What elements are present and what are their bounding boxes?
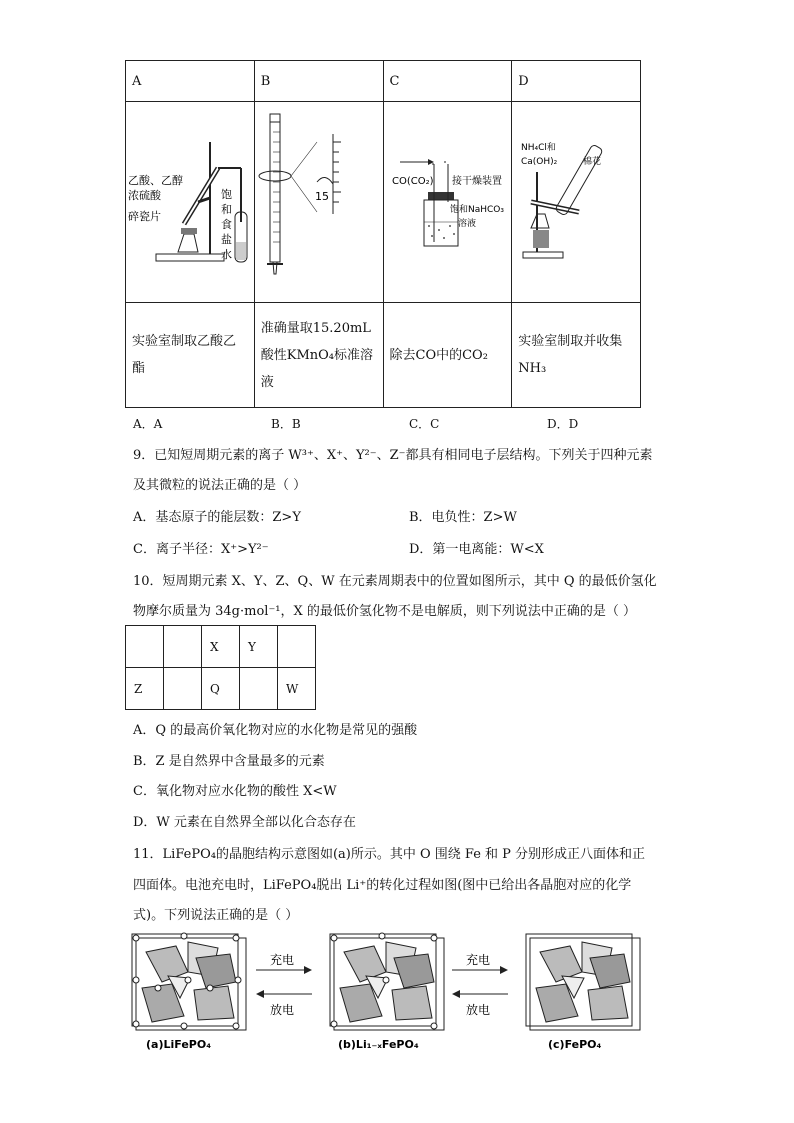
charge-label-1: 充电 <box>270 953 295 967</box>
q8-option-b: B．B <box>271 417 301 431</box>
grid-cell-z: Z <box>126 668 164 710</box>
q9-option-b: B．电负性：Z>W <box>409 510 517 525</box>
charge-label-2: 充电 <box>466 953 491 967</box>
q10-stem-line1: 10．短周期元素 X、Y、Z、Q、W 在元素周期表中的位置如图所示，其中 Q 的最低价氢化 <box>133 574 657 589</box>
grid-cell-w: W <box>278 668 316 710</box>
crystal-cell-b <box>330 933 444 1030</box>
q9-option-c: C．离子半径：X⁺>Y²⁻ <box>133 542 269 557</box>
ammonia-apparatus-diagram <box>513 102 640 298</box>
header-d: D <box>512 61 641 102</box>
periodic-table-fragment <box>125 625 316 710</box>
q9-option-a: A．基态原子的能层数：Z>Y <box>133 510 301 525</box>
burette-diagram <box>255 102 382 298</box>
grid-cell-q: Q <box>202 668 240 710</box>
label-d-reagent1: NH₄Cl和 <box>520 143 556 153</box>
apparatus-d-cell <box>512 102 641 303</box>
grid-cell <box>278 626 316 668</box>
q8-option-c: C．C <box>409 417 440 431</box>
discharge-label-2: 放电 <box>466 1003 491 1017</box>
q10-stem-line2: 物摩尔质量为 34g·mol⁻¹，X 的最低价氢化物不是电解质，则下列说法中正确的是（ ） <box>133 604 637 619</box>
label-a-sat2: 和 <box>221 203 233 216</box>
crystal-cell-c <box>526 934 640 1030</box>
q9-option-d: D．第一电离能：W<X <box>409 542 544 557</box>
discharge-arrow <box>256 990 508 998</box>
q11-stem-line2: 四面体。电池充电时，LiFePO₄脱出 Li⁺的转化过程如图(图中已给出各晶胞对应的化学 <box>133 878 632 893</box>
caption-d: 实验室制取并收集NH₃ <box>512 303 641 408</box>
crystal-cell-a <box>132 933 246 1030</box>
esterification-apparatus-diagram <box>126 102 253 298</box>
label-c-sat: 饱和NaHCO₃ <box>449 205 504 215</box>
label-a-chips: 碎瓷片 <box>128 210 162 223</box>
header-a: A <box>126 61 255 102</box>
q10-option-b: B．Z 是自然界中含量最多的元素 <box>133 754 325 769</box>
q9-stem-line2: 及其微粒的说法正确的是（ ） <box>133 478 307 493</box>
cell-caption-b: (b)Li₁₋ₓFePO₄ <box>338 1038 419 1051</box>
q10-option-c: C．氧化物对应水化物的酸性 X<W <box>133 784 337 799</box>
q8-option-d: D．D <box>547 417 579 431</box>
caption-b: 准确量取15.20mL酸性KMnO₄标准溶液 <box>254 303 383 408</box>
label-d-cotton: 棉花 <box>582 157 601 167</box>
label-a-sat1: 饱 <box>221 188 233 201</box>
q10-option-a: A．Q 的最高价氧化物对应的水化物是常见的强酸 <box>133 723 418 738</box>
q11-stem-line3: 式)。下列说法正确的是（ ） <box>133 908 299 923</box>
grid-cell <box>164 626 202 668</box>
caption-c: 除去CO中的CO₂ <box>383 303 512 408</box>
label-a-sat5: 水 <box>221 248 233 261</box>
apparatus-a-cell <box>126 102 255 303</box>
header-c: C <box>383 61 512 102</box>
label-c-sol: 溶液 <box>457 219 476 229</box>
discharge-label-1: 放电 <box>270 1003 295 1017</box>
grid-cell-y: Y <box>240 626 278 668</box>
gas-washing-bottle-diagram <box>384 102 511 298</box>
label-a-sat3: 食 <box>221 218 233 231</box>
cell-caption-c: (c)FePO₄ <box>548 1038 602 1051</box>
crystal-cell-figure <box>128 928 648 1056</box>
cell-caption-a: (a)LiFePO₄ <box>146 1038 212 1051</box>
header-b: B <box>254 61 383 102</box>
label-a-acid: 浓硫酸 <box>128 189 162 202</box>
label-a-reagents: 乙酸、乙醇 <box>128 174 184 187</box>
label-c-dryer: 接干燥装置 <box>451 176 502 187</box>
grid-cell-x: X <box>202 626 240 668</box>
q8-option-a: A．A <box>133 417 163 431</box>
grid-cell <box>164 668 202 710</box>
apparatus-c-cell <box>383 102 512 303</box>
label-d-reagent2: Ca(OH)₂ <box>520 157 557 167</box>
q11-stem-line1: 11．LiFePO₄的晶胞结构示意图如(a)所示。其中 O 围绕 Fe 和 P 分别形成正八面体和正 <box>133 847 646 862</box>
q10-option-d: D．W 元素在自然界全部以化合态存在 <box>133 815 356 830</box>
caption-a: 实验室制取乙酸乙酯 <box>126 303 255 408</box>
q9-stem-line1: 9．已知短周期元素的离子 W³⁺、X⁺、Y²⁻、Z⁻都具有相同电子层结构。下列关于四种元素 <box>133 448 653 463</box>
grid-cell <box>126 626 164 668</box>
apparatus-table <box>125 60 641 408</box>
grid-cell <box>240 668 278 710</box>
label-b-15: 15 <box>315 190 330 203</box>
label-a-sat4: 盐 <box>221 233 233 246</box>
label-c-gas: CO(CO₂) <box>391 176 434 187</box>
apparatus-b-cell <box>254 102 383 303</box>
